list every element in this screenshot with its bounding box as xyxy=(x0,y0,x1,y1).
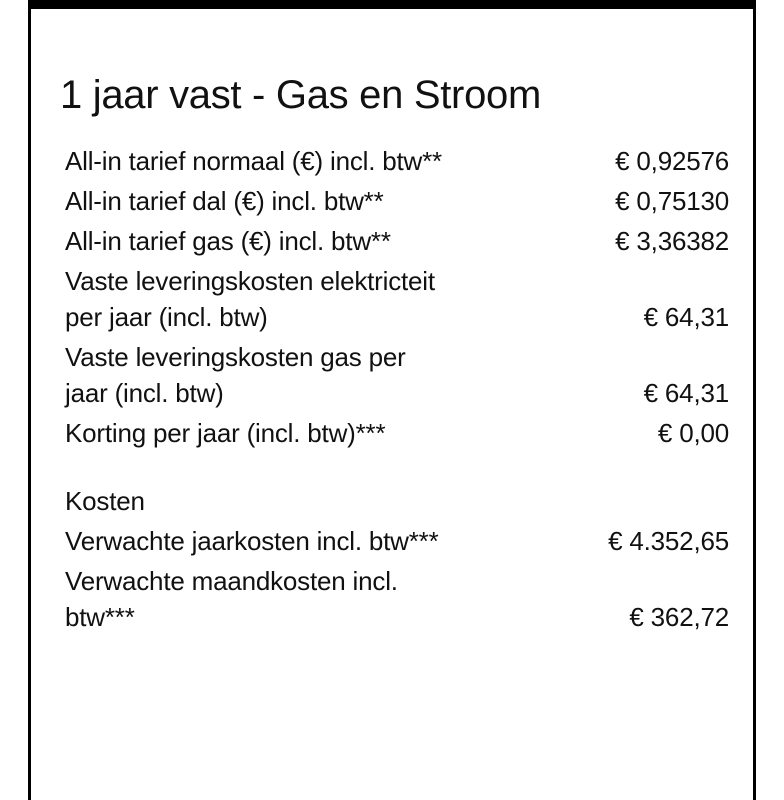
tariff-table xyxy=(65,143,729,639)
card-title: 1 jaar vast - Gas en Stroom xyxy=(60,73,541,117)
cost-value: € 4.352,65 xyxy=(608,526,729,556)
tariff-label: All-in tarief gas (€) incl. btw** xyxy=(65,226,391,256)
tariff-row-gas xyxy=(65,223,729,259)
tariff-label: Vaste leveringskosten gas per jaar (incl. btw) xyxy=(65,342,406,408)
tariff-value: € 64,31 xyxy=(643,378,729,408)
tariff-row-normal xyxy=(65,143,729,179)
fixed-costs-electricity-row xyxy=(65,263,729,335)
discount-row xyxy=(65,415,729,451)
fixed-costs-gas-row xyxy=(65,339,729,411)
tariff-label: All-in tarief dal (€) incl. btw** xyxy=(65,186,384,216)
tariff-value: € 0,92576 xyxy=(615,146,729,176)
tariff-card xyxy=(28,0,756,800)
tariff-value: € 3,36382 xyxy=(615,226,729,256)
tariff-value: € 64,31 xyxy=(643,302,729,332)
tariff-row-dal xyxy=(65,183,729,219)
cost-label: Verwachte maandkosten incl. btw*** xyxy=(65,566,398,632)
tariff-label: Vaste leveringskosten elektricteit per jaar (incl. btw) xyxy=(65,266,435,332)
tariff-value: € 0,00 xyxy=(657,418,729,448)
tariff-label: All-in tarief normaal (€) incl. btw** xyxy=(65,146,442,176)
tariff-label: Korting per jaar (incl. btw)*** xyxy=(65,418,386,448)
cost-label: Verwachte jaarkosten incl. btw*** xyxy=(65,526,439,556)
cost-value: € 362,72 xyxy=(629,602,729,632)
tariff-value: € 0,75130 xyxy=(615,186,729,216)
monthly-costs-row xyxy=(65,563,729,635)
yearly-costs-row xyxy=(65,523,729,559)
costs-heading: Kosten xyxy=(65,486,145,516)
